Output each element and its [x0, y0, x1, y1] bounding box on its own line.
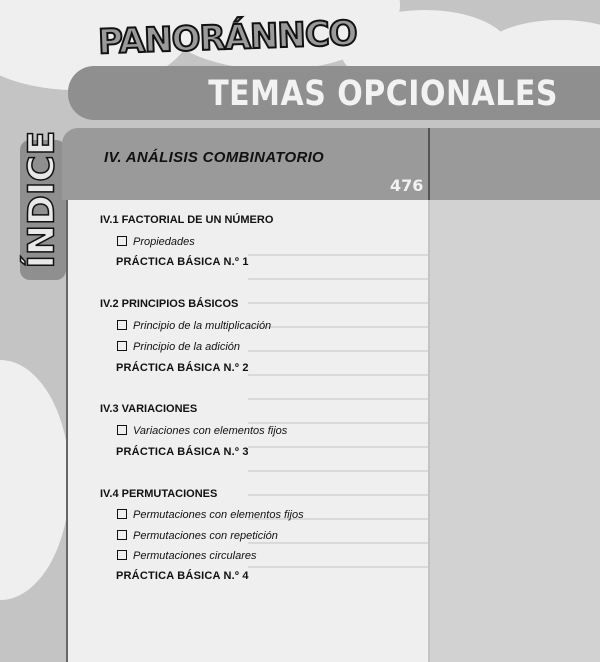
list-item-label: Principio de la adición: [133, 341, 241, 353]
list-item: [117, 236, 195, 248]
practice-heading: PRÁCTICA BÁSICA N.º 1: [116, 256, 249, 268]
list-item: [117, 425, 287, 437]
index-label: ÍNDICE: [21, 130, 63, 269]
list-item-label: Principio de la multiplicación: [133, 320, 272, 332]
checkbox-icon: [117, 236, 127, 246]
section-title: IV.1 FACTORIAL DE UN NÚMERO: [100, 214, 274, 226]
checkbox-icon: [117, 509, 127, 519]
chapter-title: IV. ANÁLISIS COMBINATORIO: [104, 149, 325, 166]
banner-title: TEMAS OPCIONALES: [208, 74, 558, 115]
section-title: IV.3 VARIACIONES: [100, 403, 198, 415]
index-side-tab: [20, 130, 66, 280]
section-banner: [68, 66, 600, 120]
header-divider: [428, 128, 430, 200]
practice-heading: PRÁCTICA BÁSICA N.º 4: [116, 570, 249, 582]
list-item-label: Permutaciones con repetición: [133, 530, 278, 542]
chapter-page-number: 476: [390, 176, 424, 195]
list-item-label: Permutaciones circulares: [133, 550, 257, 562]
background-cloud: [0, 360, 70, 600]
list-item-label: Variaciones con elementos fijos: [133, 425, 288, 437]
brand-logo: PANORÁNNCO: [97, 13, 358, 63]
list-item: [117, 341, 240, 353]
checkbox-icon: [117, 530, 127, 540]
checkbox-icon: [117, 550, 127, 560]
right-panel: [430, 200, 600, 662]
checkbox-icon: [117, 320, 127, 330]
list-item-label: Permutaciones con elementos fijos: [133, 509, 304, 521]
list-item: [117, 530, 278, 542]
practice-heading: PRÁCTICA BÁSICA N.º 2: [116, 362, 249, 374]
list-item: [117, 509, 304, 521]
list-item: [117, 550, 257, 562]
practice-heading: PRÁCTICA BÁSICA N.º 3: [116, 446, 249, 458]
section-title: IV.2 PRINCIPIOS BÁSICOS: [100, 298, 239, 310]
section-title: IV.4 PERMUTACIONES: [100, 488, 218, 500]
checkbox-icon: [117, 425, 127, 435]
list-item: [117, 320, 271, 332]
checkbox-icon: [117, 341, 127, 351]
list-item-label: Propiedades: [133, 236, 195, 248]
